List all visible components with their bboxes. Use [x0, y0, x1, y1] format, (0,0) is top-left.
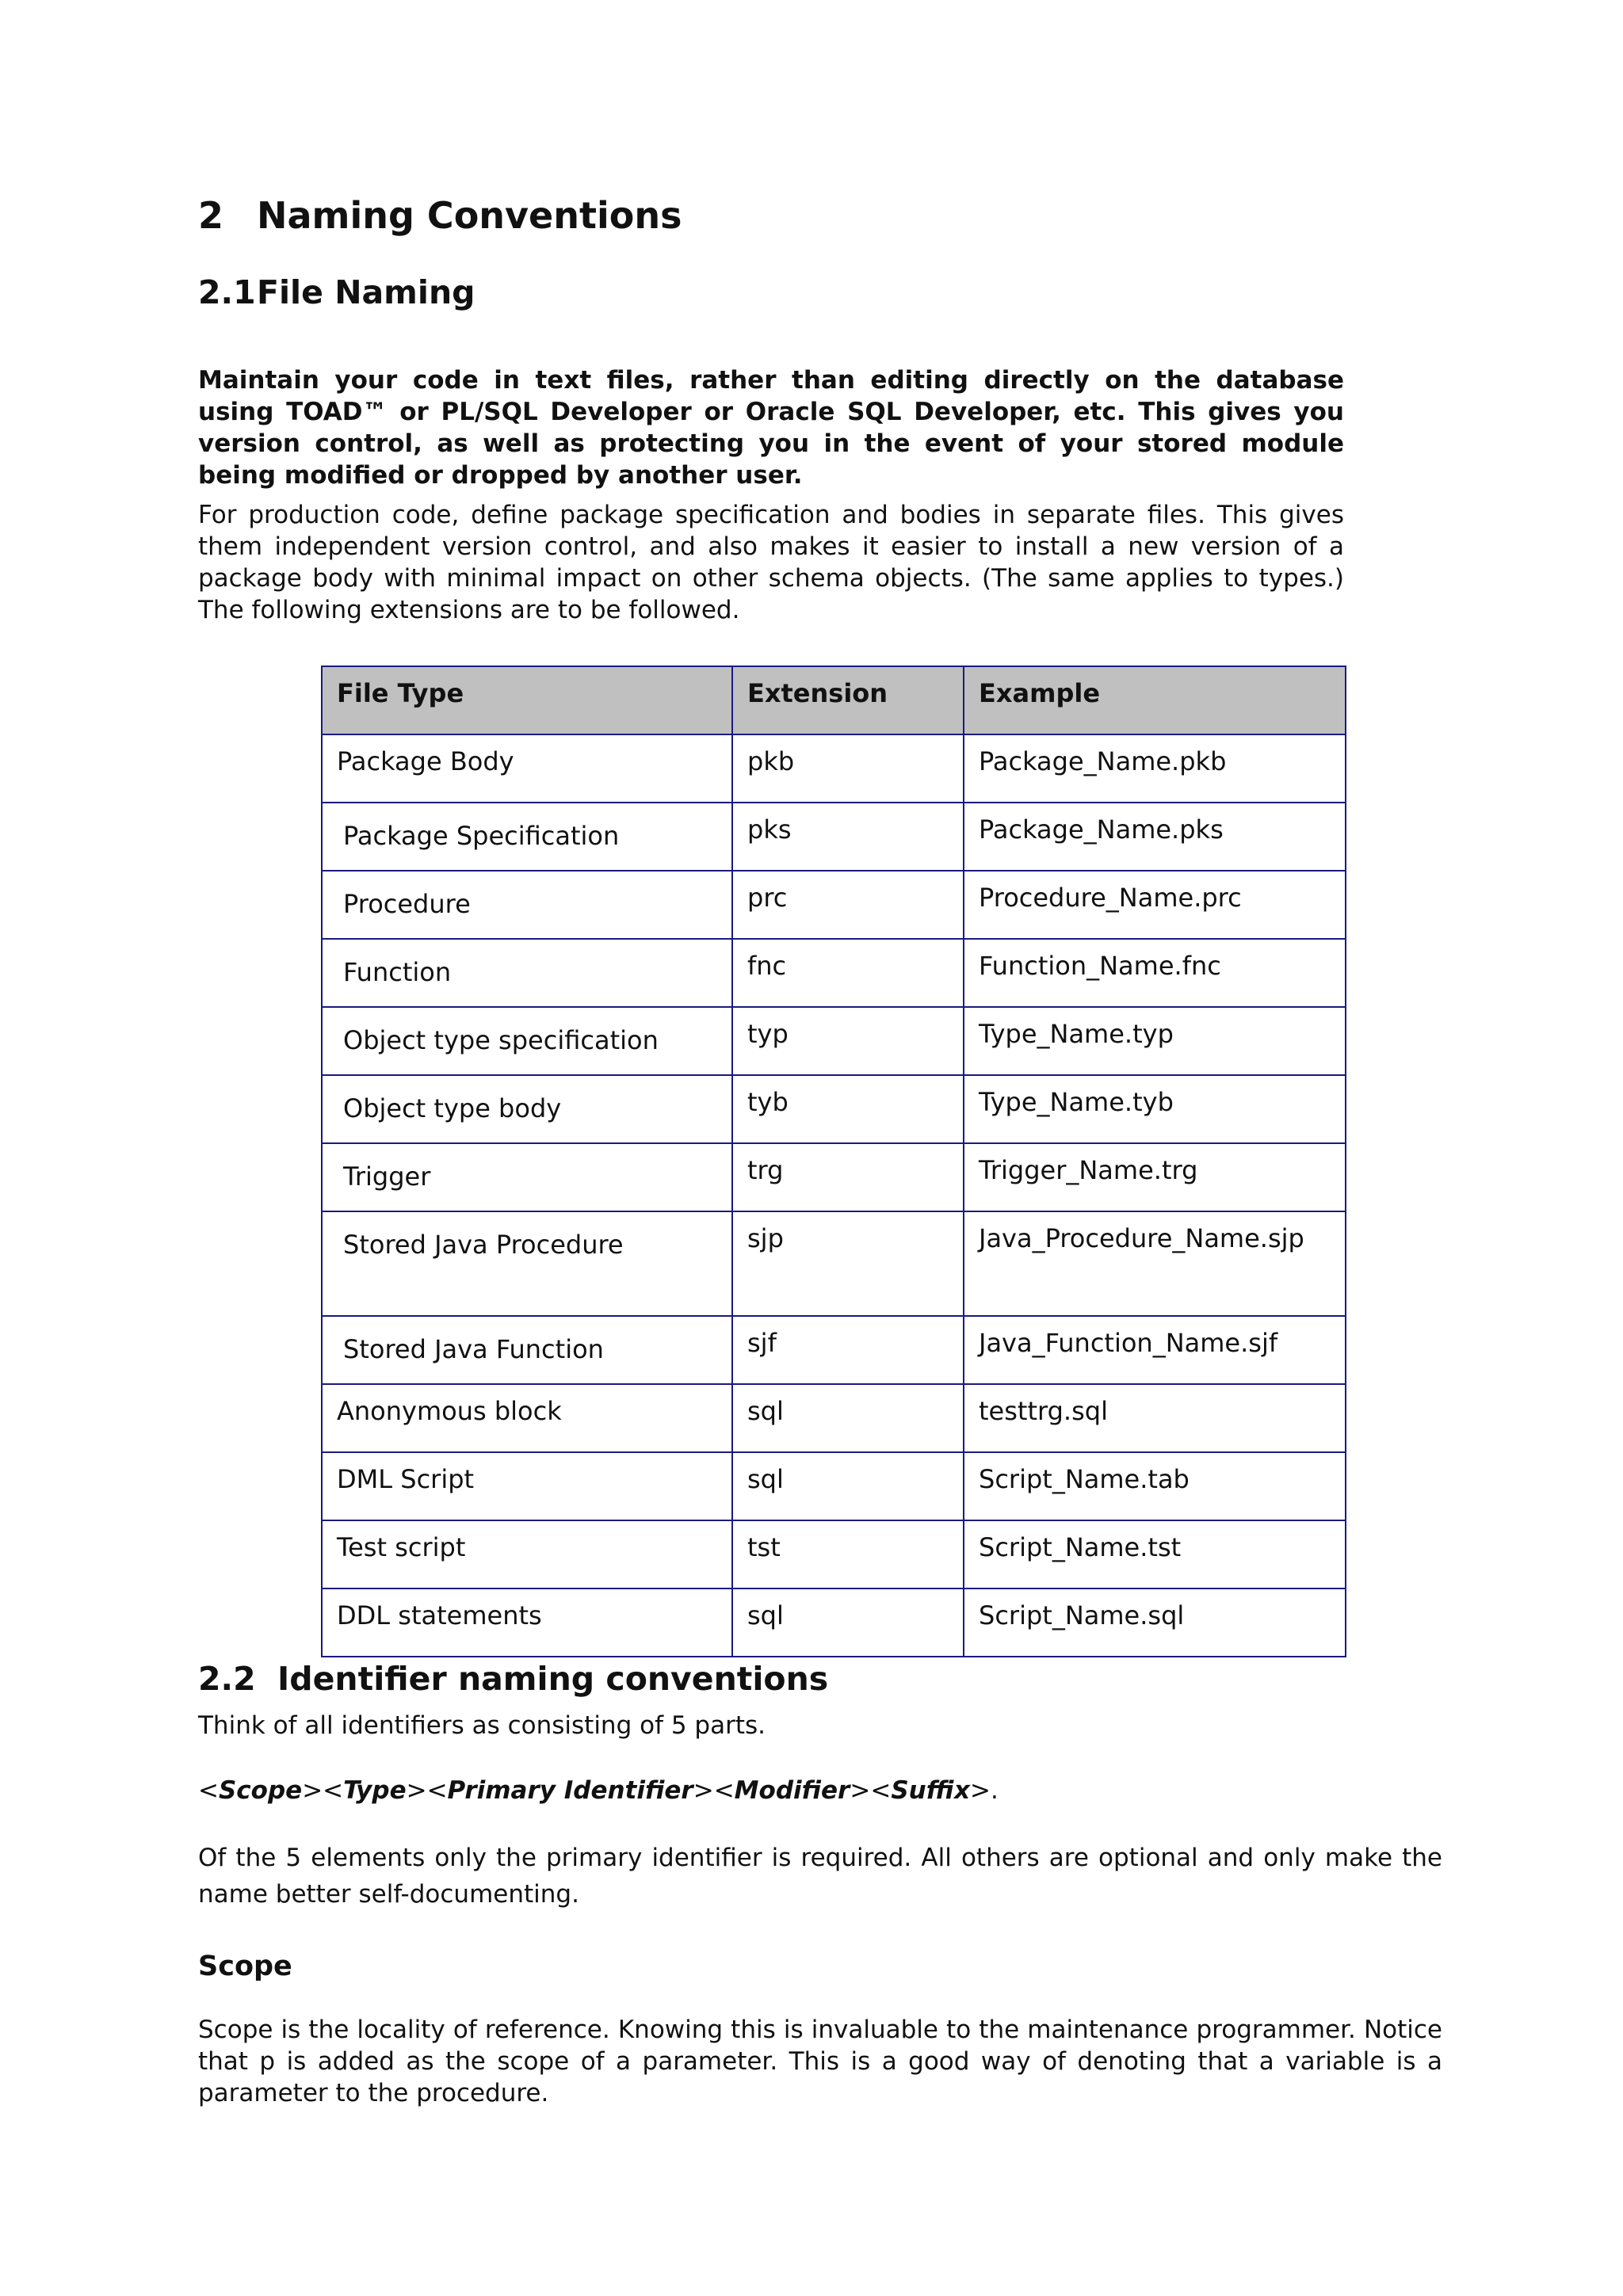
table-row — [322, 734, 1346, 803]
cell-extension: prc — [732, 871, 964, 939]
pattern-type: Type — [343, 1776, 407, 1805]
cell-file-type: Test script — [322, 1520, 732, 1589]
elements-paragraph: Of the 5 elements only the primary identifier is required. All others are optional and only make the name better self-documenting. — [198, 1844, 1442, 1909]
cell-text: Function — [343, 957, 452, 987]
cell-example: testtrg.sql — [964, 1384, 1346, 1452]
table-row — [322, 1143, 1346, 1211]
pattern-suffix: Suffix — [891, 1776, 970, 1805]
bold-paragraph: Maintain your code in text files, rather than editing directly on the database using TOAD™ or PL/SQL Developer or Oracle SQL Developer, etc. This gives you version control, as well as protecting you in the event of your stored module being modified or dropped by another user. — [198, 366, 1344, 490]
table-row — [322, 1452, 1346, 1520]
cell-extension: sjf — [732, 1316, 964, 1384]
section-2-2-heading — [198, 1660, 828, 1698]
section-title: File Naming — [257, 273, 475, 311]
cell-example: Type_Name.tyb — [964, 1075, 1346, 1143]
section-number: 2 — [198, 194, 224, 237]
table-row — [322, 1007, 1346, 1075]
cell-example: Script_Name.tab — [964, 1452, 1346, 1520]
cell-extension: tst — [732, 1520, 964, 1589]
cell-extension: pkb — [732, 734, 964, 803]
pattern-scope: Scope — [218, 1776, 303, 1805]
table-row — [322, 939, 1346, 1007]
scope-paragraph: Scope is the locality of reference. Knowing this is invaluable to the maintenance programmer. Notice that p is added as the scope of a parameter. This is a good way of denoting that a variable is a parameter to the procedure. — [198, 2016, 1442, 2107]
cell-extension: sjp — [732, 1211, 964, 1316]
cell-extension: fnc — [732, 939, 964, 1007]
cell-file-type: DML Script — [322, 1452, 732, 1520]
cell-example: Script_Name.tst — [964, 1520, 1346, 1589]
cell-text: Object type specification — [343, 1025, 659, 1055]
scope-heading: Scope — [198, 1951, 292, 1982]
cell-example: Package_Name.pks — [964, 803, 1346, 871]
cell-extension: typ — [732, 1007, 964, 1075]
section-number: 2.1 — [198, 273, 256, 311]
cell-file-type: Package Body — [322, 734, 732, 803]
file-extension-table — [321, 666, 1346, 1657]
pattern-modifier: Modifier — [734, 1776, 850, 1805]
cell-extension: sql — [732, 1452, 964, 1520]
cell-extension: sql — [732, 1589, 964, 1657]
cell-file-type — [322, 1007, 732, 1075]
cell-file-type — [322, 1316, 732, 1384]
cell-file-type: Anonymous block — [322, 1384, 732, 1452]
cell-example: Function_Name.fnc — [964, 939, 1346, 1007]
section-2-1-heading — [198, 273, 475, 311]
cell-example: Package_Name.pkb — [964, 734, 1346, 803]
cell-text: Stored Java Function — [343, 1334, 604, 1364]
section-title: Identifier naming conventions — [277, 1660, 829, 1698]
cell-text: Package Specification — [343, 821, 620, 851]
header-file-type: File Type — [322, 666, 732, 734]
cell-example: Java_Procedure_Name.sjp — [964, 1211, 1346, 1316]
production-paragraph: For production code, define package specification and bodies in separate files. This gives them independent version control, and also makes it easier to install a new version of a package body with minimal impact on other schema objects. (The same applies to types.) The following extensions are to be followed. — [198, 501, 1344, 624]
cell-extension: sql — [732, 1384, 964, 1452]
cell-extension: pks — [732, 803, 964, 871]
parts-paragraph: Think of all identifiers as consisting of 5 parts. — [198, 1711, 766, 1740]
table-row — [322, 1589, 1346, 1657]
header-extension: Extension — [732, 666, 964, 734]
cell-file-type: DDL statements — [322, 1589, 732, 1657]
cell-text: Object type body — [343, 1093, 562, 1123]
table-row — [322, 1520, 1346, 1589]
header-example: Example — [964, 666, 1346, 734]
cell-example: Type_Name.typ — [964, 1007, 1346, 1075]
cell-example: Procedure_Name.prc — [964, 871, 1346, 939]
table-row — [322, 871, 1346, 939]
cell-example: Script_Name.sql — [964, 1589, 1346, 1657]
table-row — [322, 1384, 1346, 1452]
section-2-heading — [198, 194, 682, 237]
cell-text: Stored Java Procedure — [343, 1230, 624, 1260]
cell-file-type — [322, 1211, 732, 1316]
cell-file-type — [322, 871, 732, 939]
cell-file-type — [322, 803, 732, 871]
cell-example: Trigger_Name.trg — [964, 1143, 1346, 1211]
section-title: Naming Conventions — [257, 194, 682, 237]
table-row — [322, 1075, 1346, 1143]
identifier-pattern: <Scope><Type><Primary Identifier><Modifier><Suffix>. — [198, 1776, 999, 1805]
cell-file-type — [322, 1075, 732, 1143]
section-number: 2.2 — [198, 1660, 256, 1698]
cell-extension: tyb — [732, 1075, 964, 1143]
cell-text: Trigger — [343, 1161, 431, 1192]
table-row — [322, 1211, 1346, 1316]
table-row — [322, 803, 1346, 871]
table-row — [322, 1316, 1346, 1384]
cell-example: Java_Function_Name.sjf — [964, 1316, 1346, 1384]
table-header-row — [322, 666, 1346, 734]
pattern-primary: Primary Identifier — [447, 1776, 693, 1805]
cell-extension: trg — [732, 1143, 964, 1211]
cell-file-type — [322, 1143, 732, 1211]
cell-file-type — [322, 939, 732, 1007]
cell-text: Procedure — [343, 889, 471, 919]
